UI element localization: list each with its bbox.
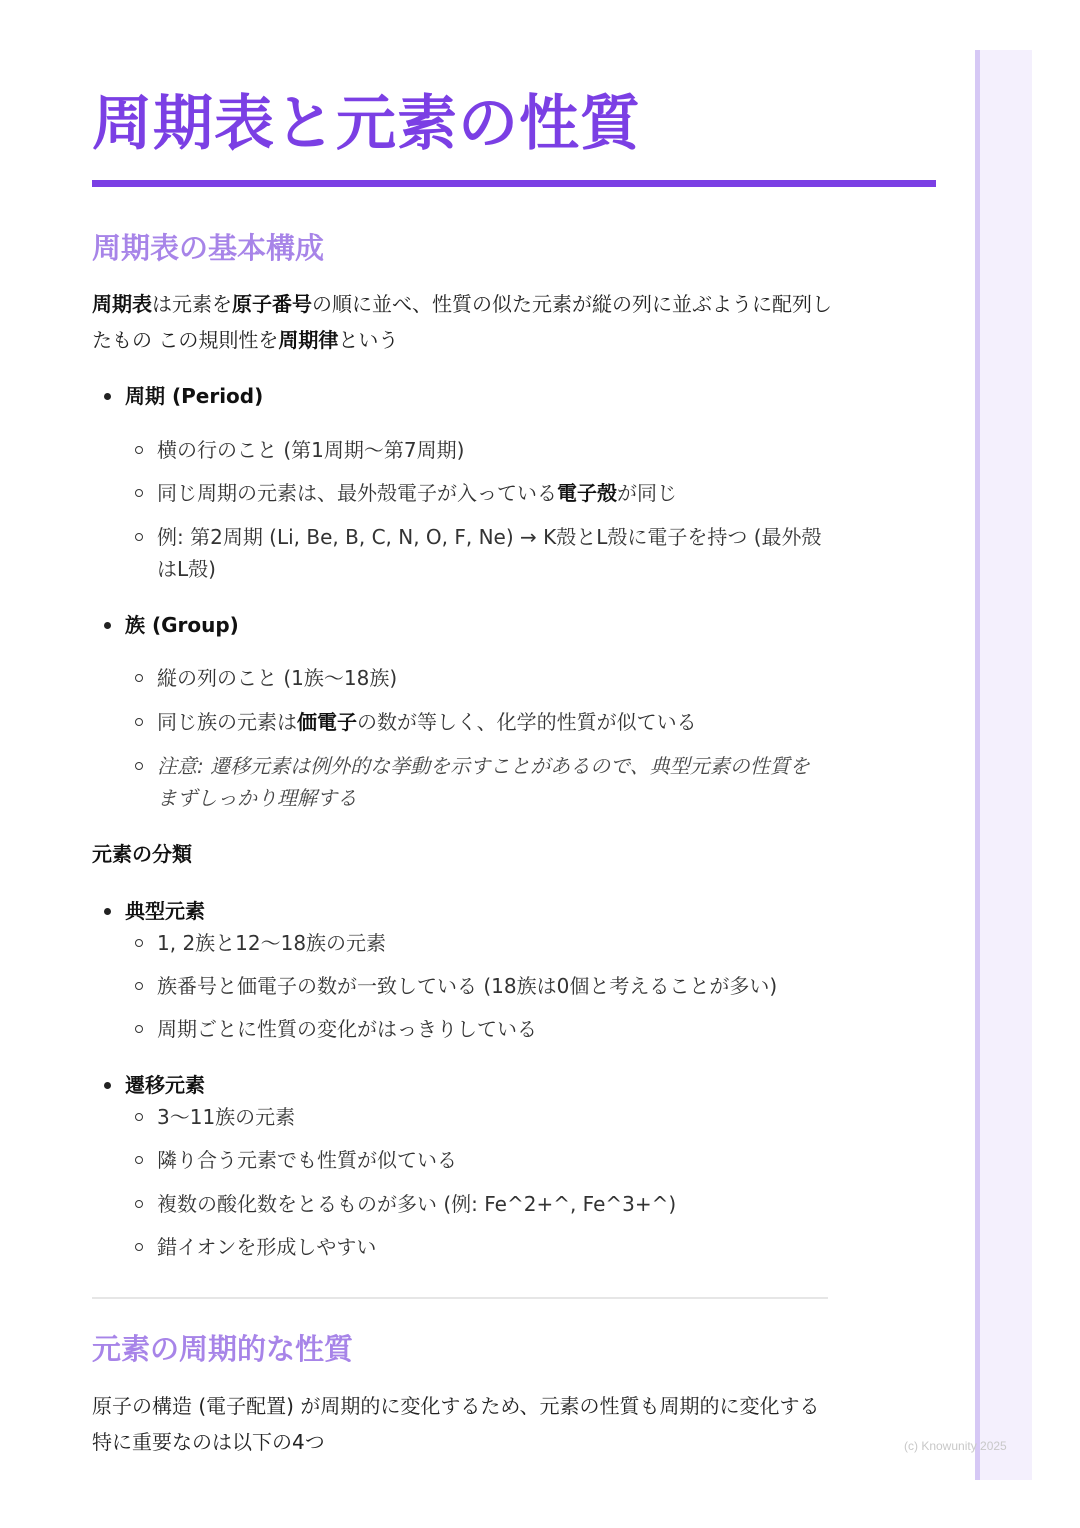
circle-bullet-icon bbox=[135, 674, 143, 682]
bullet-dot-icon bbox=[104, 1082, 111, 1089]
term-atomic-number: 原子番号 bbox=[232, 292, 312, 316]
circle-bullet-icon bbox=[135, 939, 143, 947]
page-title: 周期表と元素の性質 bbox=[92, 89, 641, 159]
bullet-dot-icon bbox=[104, 393, 111, 400]
section-heading-periodic-table-structure: 周期表の基本構成 bbox=[92, 231, 325, 265]
circle-bullet-icon bbox=[135, 1156, 143, 1164]
circle-bullet-icon bbox=[135, 1113, 143, 1121]
term-periodic-law: 周期律 bbox=[278, 328, 339, 352]
section-divider bbox=[92, 1297, 828, 1299]
term-electron-shell: 電子殻 bbox=[557, 481, 617, 505]
circle-bullet-icon bbox=[135, 762, 143, 770]
circle-bullet-icon bbox=[135, 982, 143, 990]
copyright-footer: (c) Knowunity 2025 bbox=[904, 1439, 1007, 1453]
circle-bullet-icon bbox=[135, 446, 143, 454]
section-heading-periodic-properties: 元素の周期的な性質 bbox=[92, 1332, 354, 1366]
circle-bullet-icon bbox=[135, 533, 143, 541]
circle-bullet-icon bbox=[135, 718, 143, 726]
bullet-dot-icon bbox=[104, 908, 111, 915]
periodic-properties-paragraph: 原子の構造 (電子配置) が周期的に変化するため、元素の性質も周期的に変化する 特に重要なのは以下の4つ bbox=[92, 1394, 820, 1454]
circle-bullet-icon bbox=[135, 1200, 143, 1208]
term-periodic-table: 周期表 bbox=[92, 292, 152, 316]
classification-label: 元素の分類 bbox=[92, 842, 192, 866]
title-underline bbox=[92, 180, 936, 187]
term-valence-electron: 価電子 bbox=[297, 710, 357, 734]
intro-paragraph: 周期表は元素を原子番号の順に並べ、性質の似た元素が縦の列に並ぶように配列したもの この規則性を周期律という bbox=[92, 292, 832, 352]
circle-bullet-icon bbox=[135, 1243, 143, 1251]
circle-bullet-icon bbox=[135, 489, 143, 497]
side-margin-bar bbox=[975, 50, 1032, 1480]
bullet-dot-icon bbox=[104, 622, 111, 629]
circle-bullet-icon bbox=[135, 1025, 143, 1033]
